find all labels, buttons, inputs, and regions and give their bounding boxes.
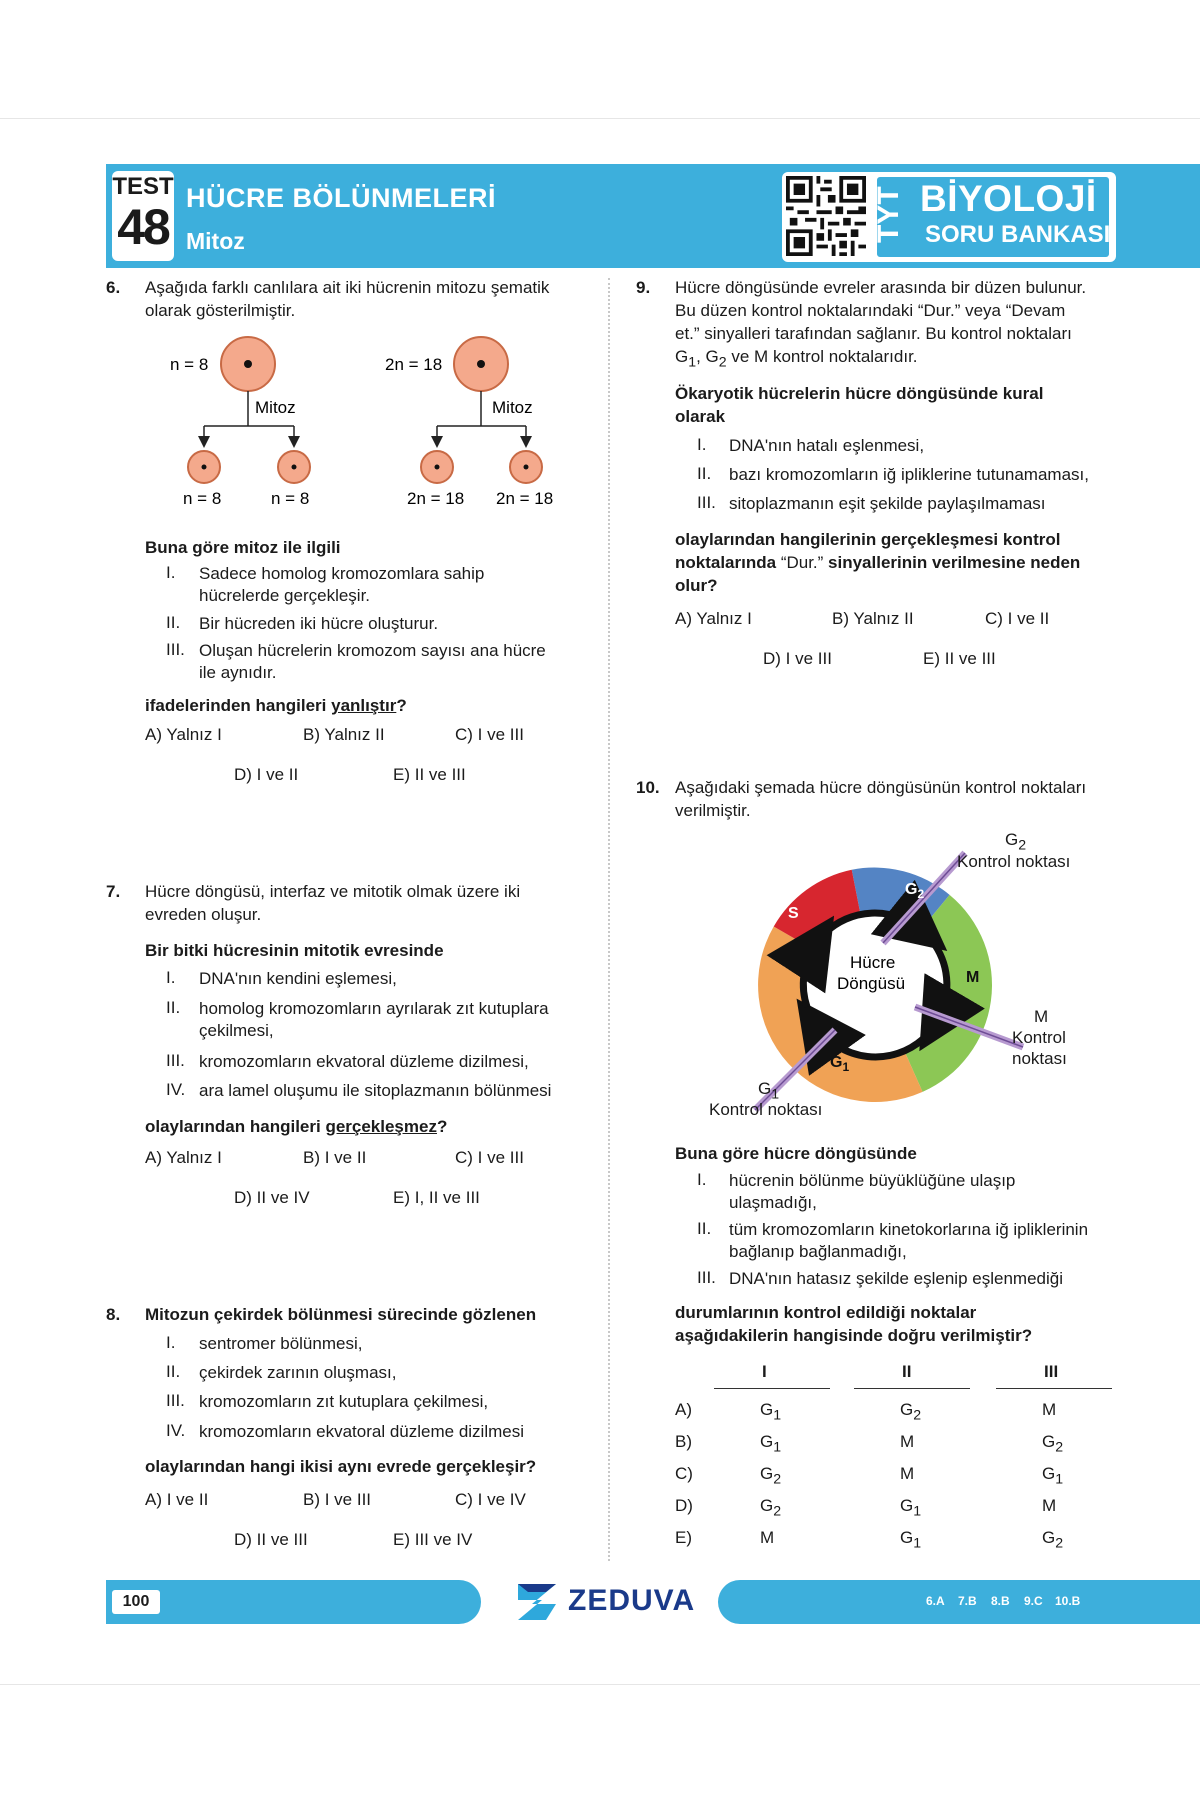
answer-option[interactable]: A) Yalnız I bbox=[675, 609, 752, 628]
table-option-label: B) bbox=[675, 1432, 692, 1451]
table-cell: $G_2$ bbox=[760, 1464, 782, 1488]
question-stem: Hücre döngüsü, interfaz ve mitotik olmak üzere iki evreden oluşur. bbox=[145, 882, 521, 924]
brand-name: ZEDUVA bbox=[568, 1584, 696, 1617]
question-stem: Aşağıdaki şemada hücre döngüsünün kontrol noktaları verilmiştir. bbox=[675, 778, 1087, 820]
question-lead: Mitozun çekirdek bölünmesi sürecinde gözlenen bbox=[145, 1305, 537, 1324]
page-number: 100 bbox=[112, 1590, 160, 1614]
question-number: 8. bbox=[106, 1305, 121, 1324]
cycle-center-label: Döngüsü bbox=[837, 974, 906, 993]
table-header: III bbox=[1044, 1362, 1059, 1381]
phase-g2-label: $G_2$ bbox=[905, 881, 925, 901]
statement-item: sitoplazmanın eşit şekilde paylaşılmaması bbox=[729, 494, 1046, 513]
roman-numeral: III. bbox=[166, 1051, 185, 1070]
statement-item: kromozomların zıt kutuplara çekilmesi, bbox=[199, 1392, 489, 1411]
question-lead: Buna göre mitoz ile ilgili bbox=[145, 538, 341, 557]
roman-numeral: I. bbox=[166, 1333, 176, 1352]
answer-option[interactable]: E) II ve III bbox=[393, 765, 466, 784]
question-ask: ifadelerinden hangileri yanlıştır? bbox=[145, 696, 407, 715]
statement-item: tüm kromozomların kinetokorlarına iğ ipliklerinin bağlanıp bağlanmadığı, bbox=[729, 1220, 1089, 1261]
answer-option[interactable]: B) Yalnız II bbox=[832, 609, 914, 628]
table-cell: $G_1$ bbox=[900, 1496, 922, 1520]
answer-option[interactable]: D) I ve II bbox=[234, 765, 299, 784]
question-lead: Bir bitki hücresinin mitotik evresinde bbox=[145, 941, 444, 960]
statement-item: Bir hücreden iki hücre oluşturur. bbox=[199, 614, 439, 633]
table-cell: $G_2$ bbox=[1042, 1528, 1064, 1552]
roman-numeral: III. bbox=[166, 640, 185, 659]
roman-numeral: I. bbox=[166, 968, 176, 987]
question-ask: olaylarından hangileri gerçekleşmez? bbox=[145, 1117, 448, 1136]
table-option-label: A) bbox=[675, 1400, 692, 1419]
answer-option[interactable]: D) II ve IV bbox=[234, 1188, 310, 1207]
statement-item: kromozomların ekvatoral düzleme dizilmesi, bbox=[199, 1052, 529, 1071]
exam-label: TYT bbox=[872, 186, 905, 244]
statement-item: kromozomların ekvatoral düzleme dizilmesi bbox=[199, 1422, 525, 1441]
table-cell: M bbox=[1042, 1400, 1057, 1419]
statement-item: DNA'nın hatasız şekilde eşlenip eşlenmediği bbox=[729, 1269, 1063, 1288]
question-ask: durumlarının kontrol edildiği noktalar aşağıdakilerin hangisinde doğru verilmiştir? bbox=[675, 1303, 1033, 1345]
answer-option[interactable]: A) I ve II bbox=[145, 1490, 209, 1509]
answer-option[interactable]: E) II ve III bbox=[923, 649, 996, 668]
column-divider bbox=[608, 278, 610, 1561]
answer-option[interactable]: E) I, II ve III bbox=[393, 1188, 480, 1207]
checkpoint-label-m: M bbox=[1034, 1007, 1049, 1026]
phase-s-label: S bbox=[788, 905, 799, 922]
roman-numeral: I. bbox=[166, 563, 176, 582]
roman-numeral: II. bbox=[697, 464, 712, 483]
test-badge bbox=[112, 171, 174, 261]
table-cell: $G_2$ bbox=[1042, 1432, 1064, 1456]
table-header: I bbox=[762, 1362, 767, 1381]
test-number: 48 bbox=[117, 199, 169, 255]
question-number: 6. bbox=[106, 278, 121, 297]
question-lead: Ökaryotik hücrelerin hücre döngüsünde kural olarak bbox=[675, 384, 1044, 426]
label-mitoz: Mitoz bbox=[255, 398, 296, 417]
table-cell: $G_2$ bbox=[760, 1496, 782, 1520]
table-option-label: E) bbox=[675, 1528, 692, 1547]
roman-numeral: II. bbox=[166, 613, 181, 632]
statement-item: bazı kromozomların iğ ipliklerine tutunamaması, bbox=[729, 465, 1089, 484]
table-rule bbox=[714, 1388, 830, 1389]
roman-numeral: II. bbox=[697, 1219, 712, 1238]
table-rule bbox=[854, 1388, 970, 1389]
answer-option[interactable]: B) I ve III bbox=[303, 1490, 372, 1509]
statement-item: DNA'nın kendini eşlemesi, bbox=[199, 969, 397, 988]
footer-bar-left bbox=[106, 1580, 481, 1624]
answer-key-item: 8.B bbox=[991, 1594, 1010, 1608]
label-right-parent: 2n = 18 bbox=[385, 355, 443, 374]
question-ask: olaylarından hangi ikisi aynı evrede gerçekleşir? bbox=[145, 1457, 537, 1476]
checkpoint-label-g2: $G_2$ bbox=[1005, 830, 1027, 854]
label-mitoz: Mitoz bbox=[492, 398, 533, 417]
answer-option[interactable]: C) I ve IV bbox=[455, 1490, 526, 1509]
answer-option[interactable]: A) Yalnız I bbox=[145, 1148, 222, 1167]
checkpoint-label-m: Kontrol bbox=[1012, 1028, 1066, 1047]
label-left-parent: n = 8 bbox=[170, 355, 209, 374]
table-cell: $G_1$ bbox=[900, 1528, 922, 1552]
statement-item: Sadece homolog kromozomlara sahip hücrelerde gerçekleşir. bbox=[199, 564, 485, 605]
phase-m-label: M bbox=[966, 969, 980, 986]
answer-key-item: 6.A bbox=[926, 1594, 945, 1608]
question-number: 10. bbox=[636, 778, 660, 797]
table-option-label: C) bbox=[675, 1464, 693, 1483]
statement-item: çekirdek zarının oluşması, bbox=[199, 1363, 397, 1382]
question-lead: Buna göre hücre döngüsünde bbox=[675, 1144, 917, 1163]
roman-numeral: II. bbox=[166, 1362, 181, 1381]
question-ask: olaylarından hangilerinin gerçekleşmesi kontrol noktalarında “Dur.” sinyallerinin verilmesine neden olur? bbox=[675, 530, 1081, 595]
table-cell: M bbox=[1042, 1496, 1057, 1515]
label-child: n = 8 bbox=[183, 489, 222, 508]
table-option-label: D) bbox=[675, 1496, 693, 1515]
page-title: HÜCRE BÖLÜNMELERİ bbox=[186, 183, 496, 213]
answer-key-item: 7.B bbox=[958, 1594, 977, 1608]
label-child: n = 8 bbox=[271, 489, 310, 508]
checkpoint-label-m: noktası bbox=[1012, 1049, 1067, 1068]
answer-key-item: 10.B bbox=[1055, 1594, 1081, 1608]
roman-numeral: IV. bbox=[166, 1080, 186, 1099]
answer-option[interactable]: C) I ve III bbox=[455, 1148, 524, 1167]
roman-numeral: III. bbox=[697, 1268, 716, 1287]
answer-option[interactable]: A) Yalnız I bbox=[145, 725, 222, 744]
roman-numeral: III. bbox=[166, 1391, 185, 1410]
subject-title: BİYOLOJİ bbox=[920, 178, 1097, 219]
cycle-center-label: Hücre bbox=[850, 953, 896, 972]
question-number: 9. bbox=[636, 278, 651, 297]
roman-numeral: I. bbox=[697, 435, 707, 454]
roman-numeral: II. bbox=[166, 998, 181, 1017]
page-subtitle: Mitoz bbox=[186, 228, 245, 254]
table-cell: M bbox=[900, 1464, 915, 1483]
checkpoint-label-g1: Kontrol noktası bbox=[709, 1100, 823, 1119]
answer-option[interactable]: C) I ve II bbox=[985, 609, 1050, 628]
statement-item: DNA'nın hatalı eşlenmesi, bbox=[729, 436, 925, 455]
roman-numeral: I. bbox=[697, 1170, 707, 1189]
zeduva-logo-icon bbox=[516, 1582, 560, 1622]
answer-option[interactable]: D) I ve III bbox=[763, 649, 832, 668]
table-cell: $G_2$ bbox=[900, 1400, 922, 1424]
checkpoint-label-g1: $G_1$ bbox=[758, 1079, 780, 1103]
question-stem: Hücre döngüsünde evreler arasında bir düzen bulunur. Bu düzen kontrol noktalarındaki “Dur.” veya “Devam et.” sinyalleri tarafından sağlanır. Bu kontrol noktaları $G_1$, $G_2$ ve M kontrol noktalarıdır. bbox=[675, 278, 1087, 371]
statement-item: hücrenin bölünme büyüklüğüne ulaşıp ulaşmadığı, bbox=[729, 1171, 1016, 1212]
question-stem: Aşağıda farklı canlılara ait iki hücrenin mitozu şematik olarak gösterilmiştir. bbox=[145, 278, 550, 320]
statement-item: ara lamel oluşumu ile sitoplazmanın bölünmesi bbox=[199, 1081, 552, 1100]
table-cell: $G_1$ bbox=[760, 1400, 782, 1424]
answer-option[interactable]: B) I ve II bbox=[303, 1148, 367, 1167]
test-label: TEST bbox=[112, 173, 174, 200]
table-rule bbox=[996, 1388, 1112, 1389]
answer-option[interactable]: B) Yalnız II bbox=[303, 725, 385, 744]
answer-key-item: 9.C bbox=[1024, 1594, 1043, 1608]
phase-g1-label: $G_1$ bbox=[830, 1054, 850, 1074]
table-header: II bbox=[902, 1362, 912, 1381]
statement-item: sentromer bölünmesi, bbox=[199, 1334, 363, 1353]
table-cell: M bbox=[900, 1432, 915, 1451]
table-cell: $G_1$ bbox=[760, 1432, 782, 1456]
roman-numeral: III. bbox=[697, 493, 716, 512]
mitosis-diagram bbox=[160, 330, 580, 510]
checkpoint-label-g2: Kontrol noktası bbox=[957, 852, 1071, 871]
statement-item: homolog kromozomların ayrılarak zıt kutuplara çekilmesi, bbox=[199, 999, 549, 1040]
book-name: SORU BANKASI bbox=[925, 221, 1111, 248]
answer-option[interactable]: C) I ve III bbox=[455, 725, 524, 744]
roman-numeral: IV. bbox=[166, 1421, 186, 1440]
statement-item: Oluşan hücrelerin kromozom sayısı ana hücre ile aynıdır. bbox=[199, 641, 546, 682]
answer-option[interactable]: D) II ve III bbox=[234, 1530, 308, 1549]
label-child: 2n = 18 bbox=[496, 489, 554, 508]
label-child: 2n = 18 bbox=[407, 489, 465, 508]
question-number: 7. bbox=[106, 882, 121, 901]
qr-code-icon bbox=[786, 176, 866, 256]
answer-option[interactable]: E) III ve IV bbox=[393, 1530, 473, 1549]
table-cell: $G_1$ bbox=[1042, 1464, 1064, 1488]
table-cell: M bbox=[760, 1528, 775, 1547]
